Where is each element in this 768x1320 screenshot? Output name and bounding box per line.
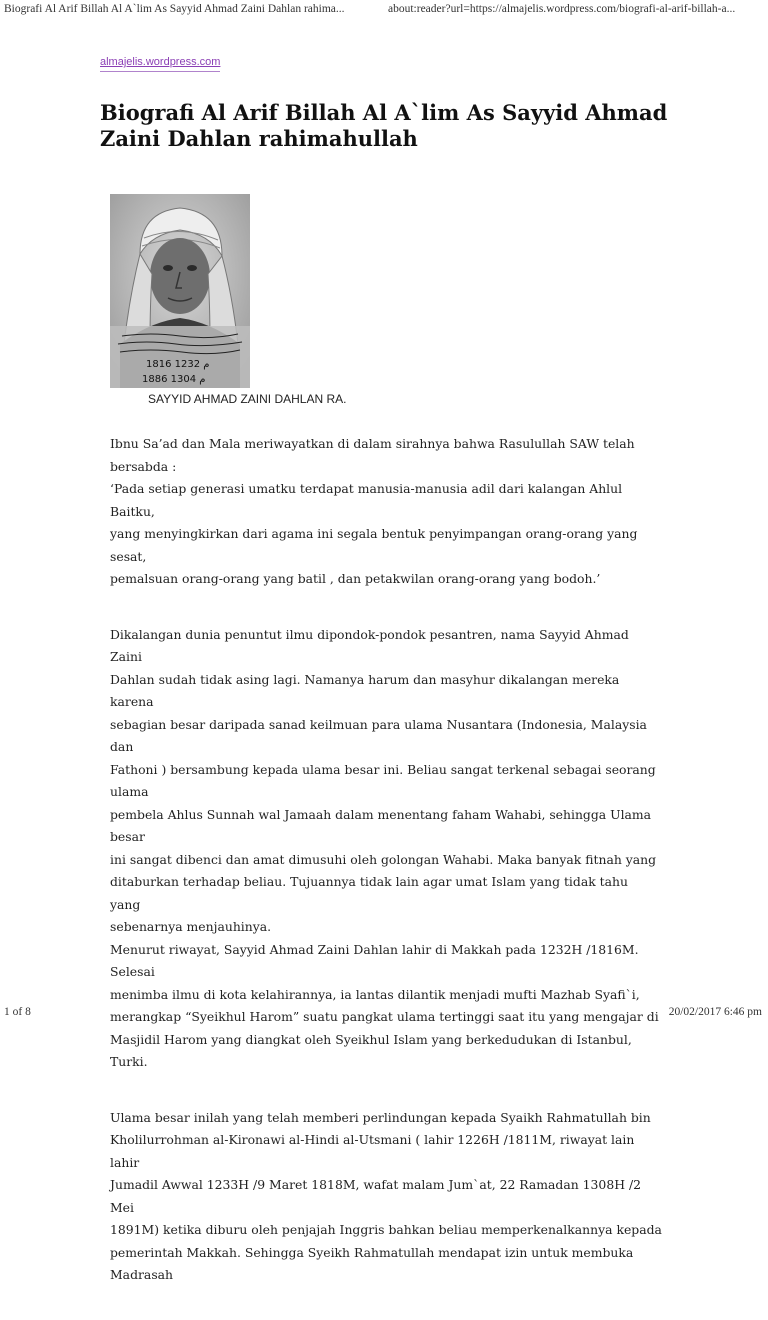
print-datetime: 20/02/2017 6:46 pm: [668, 1006, 762, 1018]
paragraph: Ibnu Sa’ad dan Mala meriwayatkan di dalam sirahnya bahwa Rasulullah SAW telah bersabda : ‘Pada setiap generasi umatku terdapat manusia-manusia adil dari kalangan Ahlul Baitku, yang menyingkirkan dari agama ini segala bentuk penyimpangan orang-orang yang sesat, pemalsuan orang-orang yang batil , dan petakwilan orang-orang yang bodoh.’: [110, 436, 638, 586]
print-header-title: Biografi Al Arif Billah Al A`lim As Sayyid Ahmad Zaini Dahlan rahima...: [4, 3, 345, 15]
print-footer: [0, 1002, 768, 1024]
portrait-photo: [110, 194, 250, 388]
article-title: Biografi Al Arif Billah Al A`lim As Sayyid Ahmad Zaini Dahlan rahimahullah: [100, 100, 668, 151]
print-header-url: about:reader?url=https://almajelis.wordpress.com/biografi-al-arif-billah-a...: [388, 3, 736, 15]
site-domain-link[interactable]: almajelis.wordpress.com: [100, 56, 220, 72]
page-counter: 1 of 8: [4, 1006, 31, 1018]
inscription-line-2: 1886 م 1304: [142, 374, 206, 385]
inscription-line-1: 1816 م 1232: [146, 359, 210, 370]
paragraph: Dikalangan dunia penuntut ilmu dipondok-pondok pesantren, nama Sayyid Ahmad Zaini Dahlan sudah tidak asing lagi. Namanya harum dan masyhur dikalangan mereka karena sebagian besar daripada sanad keilmuan para ulama Nusantara (Indonesia, Malaysia dan Fathoni ) bersambung kepada ulama besar ini. Beliau sangat terkenal sebagai seorang ulama pembela Ahlus Sunnah wal Jamaah dalam menentang faham Wahabi, sehingga Ulama besar ini sangat dibenci dan amat dimusuhi oleh golongan Wahabi. Maka banyak fitnah yang ditaburkan terhadap beliau. Tujuannya tidak lain agar umat Islam yang tidak tahu yang sebenarnya menjauhinya. Menurut riwayat, Sayyid Ahmad Zaini Dahlan lahir di Makkah pada 1232H /1816M. Selesai menimba ilmu di kota kelahirannya, ia lantas dilantik menjadi mufti Mazhab Syafi`i, merangkap “Syeikhul Harom” suatu pangkat ulama tertinggi saat itu yang mengajar di Masjidil Harom yang diangkat oleh Syeikhul Islam yang berkedudukan di Istanbul, Turki.: [110, 626, 659, 1069]
print-header: [0, 0, 768, 20]
article-body: [110, 433, 662, 1320]
paragraph: Ulama besar inilah yang telah memberi perlindungan kepada Syaikh Rahmatullah bin Kholilurrohman al-Kironawi al-Hindi al-Utsmani ( lahir 1226H /1811M, riwayat lain lahir Jumadil Awwal 1233H /9 Maret 1818M, wafat malam Jum`at, 22 Ramadan 1308H /2 Mei 1891M) ketika diburu oleh penjajah Inggris bahkan beliau memperkenalkannya kepada pemerintah Makkah. Sehingga Syeikh Rahmatullah mendapat izin untuk membuka Madrasah: [110, 1109, 662, 1282]
image-caption: SAYYID AHMAD ZAINI DAHLAN RA.: [148, 392, 347, 406]
